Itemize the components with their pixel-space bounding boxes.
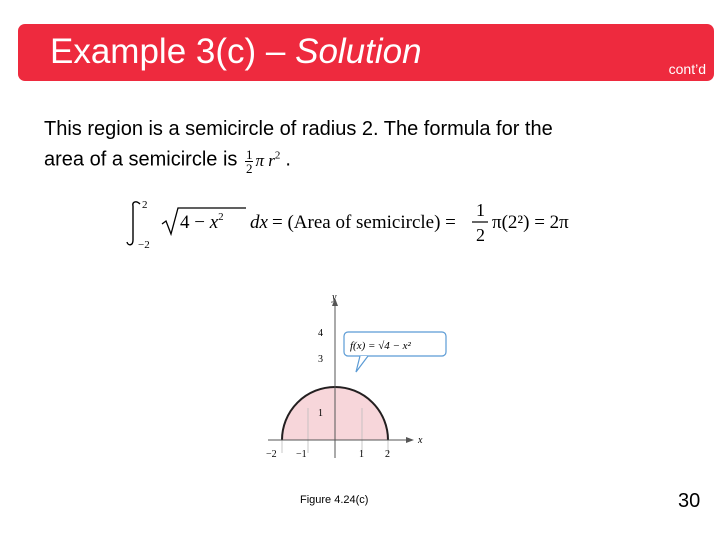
y-tick-3: 3 [318, 354, 323, 365]
x-tick-neg1: −1 [296, 449, 307, 460]
y-axis-label: y [332, 292, 337, 303]
x-axis-label: x [418, 435, 423, 446]
x-tick-neg2: −2 [266, 449, 277, 460]
y-tick-4: 4 [318, 328, 323, 339]
page-number: 30 [678, 490, 701, 512]
figure-caption: Figure 4.24(c) [300, 494, 369, 506]
function-label: f(x) = √4 − x² [350, 340, 411, 352]
x-axis-arrow-icon [406, 437, 414, 443]
contd-label: cont’d [668, 61, 706, 77]
area-pi: π r [255, 150, 275, 170]
semicircle-figure [260, 288, 460, 473]
callout-pointer-icon [356, 356, 368, 372]
equation-middle: = (Area of semicircle) = [272, 212, 456, 233]
upper-limit: 2 [142, 199, 148, 211]
lower-limit: −2 [138, 239, 150, 251]
body-line-2-suffix: . [285, 148, 291, 171]
body-line-1: This region is a semicircle of radius 2. The formula for the [44, 118, 553, 140]
eq-frac-num: 1 [476, 200, 485, 220]
area-exponent: 2 [274, 149, 281, 161]
area-fraction [245, 148, 254, 175]
body-text [44, 116, 684, 175]
equation-tail: π(2²) = 2π [492, 212, 569, 233]
title-italic: Solution [295, 32, 422, 71]
integral-equation [126, 196, 596, 250]
dx: dx [250, 212, 268, 233]
body-line-2 [44, 142, 684, 175]
sqrt-body: $4 - x^2$ [180, 211, 224, 233]
eq-frac-den: 2 [476, 225, 485, 245]
x-tick-1: 1 [359, 449, 364, 460]
title-main: Example 3(c) – [50, 32, 296, 71]
area-frac-den: 2 [245, 160, 253, 176]
y-tick-1: 1 [318, 408, 323, 419]
equation-svg [126, 196, 596, 252]
body-line-2-prefix: area of a semicircle is [44, 148, 243, 171]
x-tick-2: 2 [385, 449, 390, 460]
graph-svg [260, 288, 460, 468]
slide-title [50, 32, 422, 72]
title-bar [18, 24, 714, 81]
area-formula [243, 146, 285, 176]
area-frac-num: 1 [245, 146, 253, 162]
